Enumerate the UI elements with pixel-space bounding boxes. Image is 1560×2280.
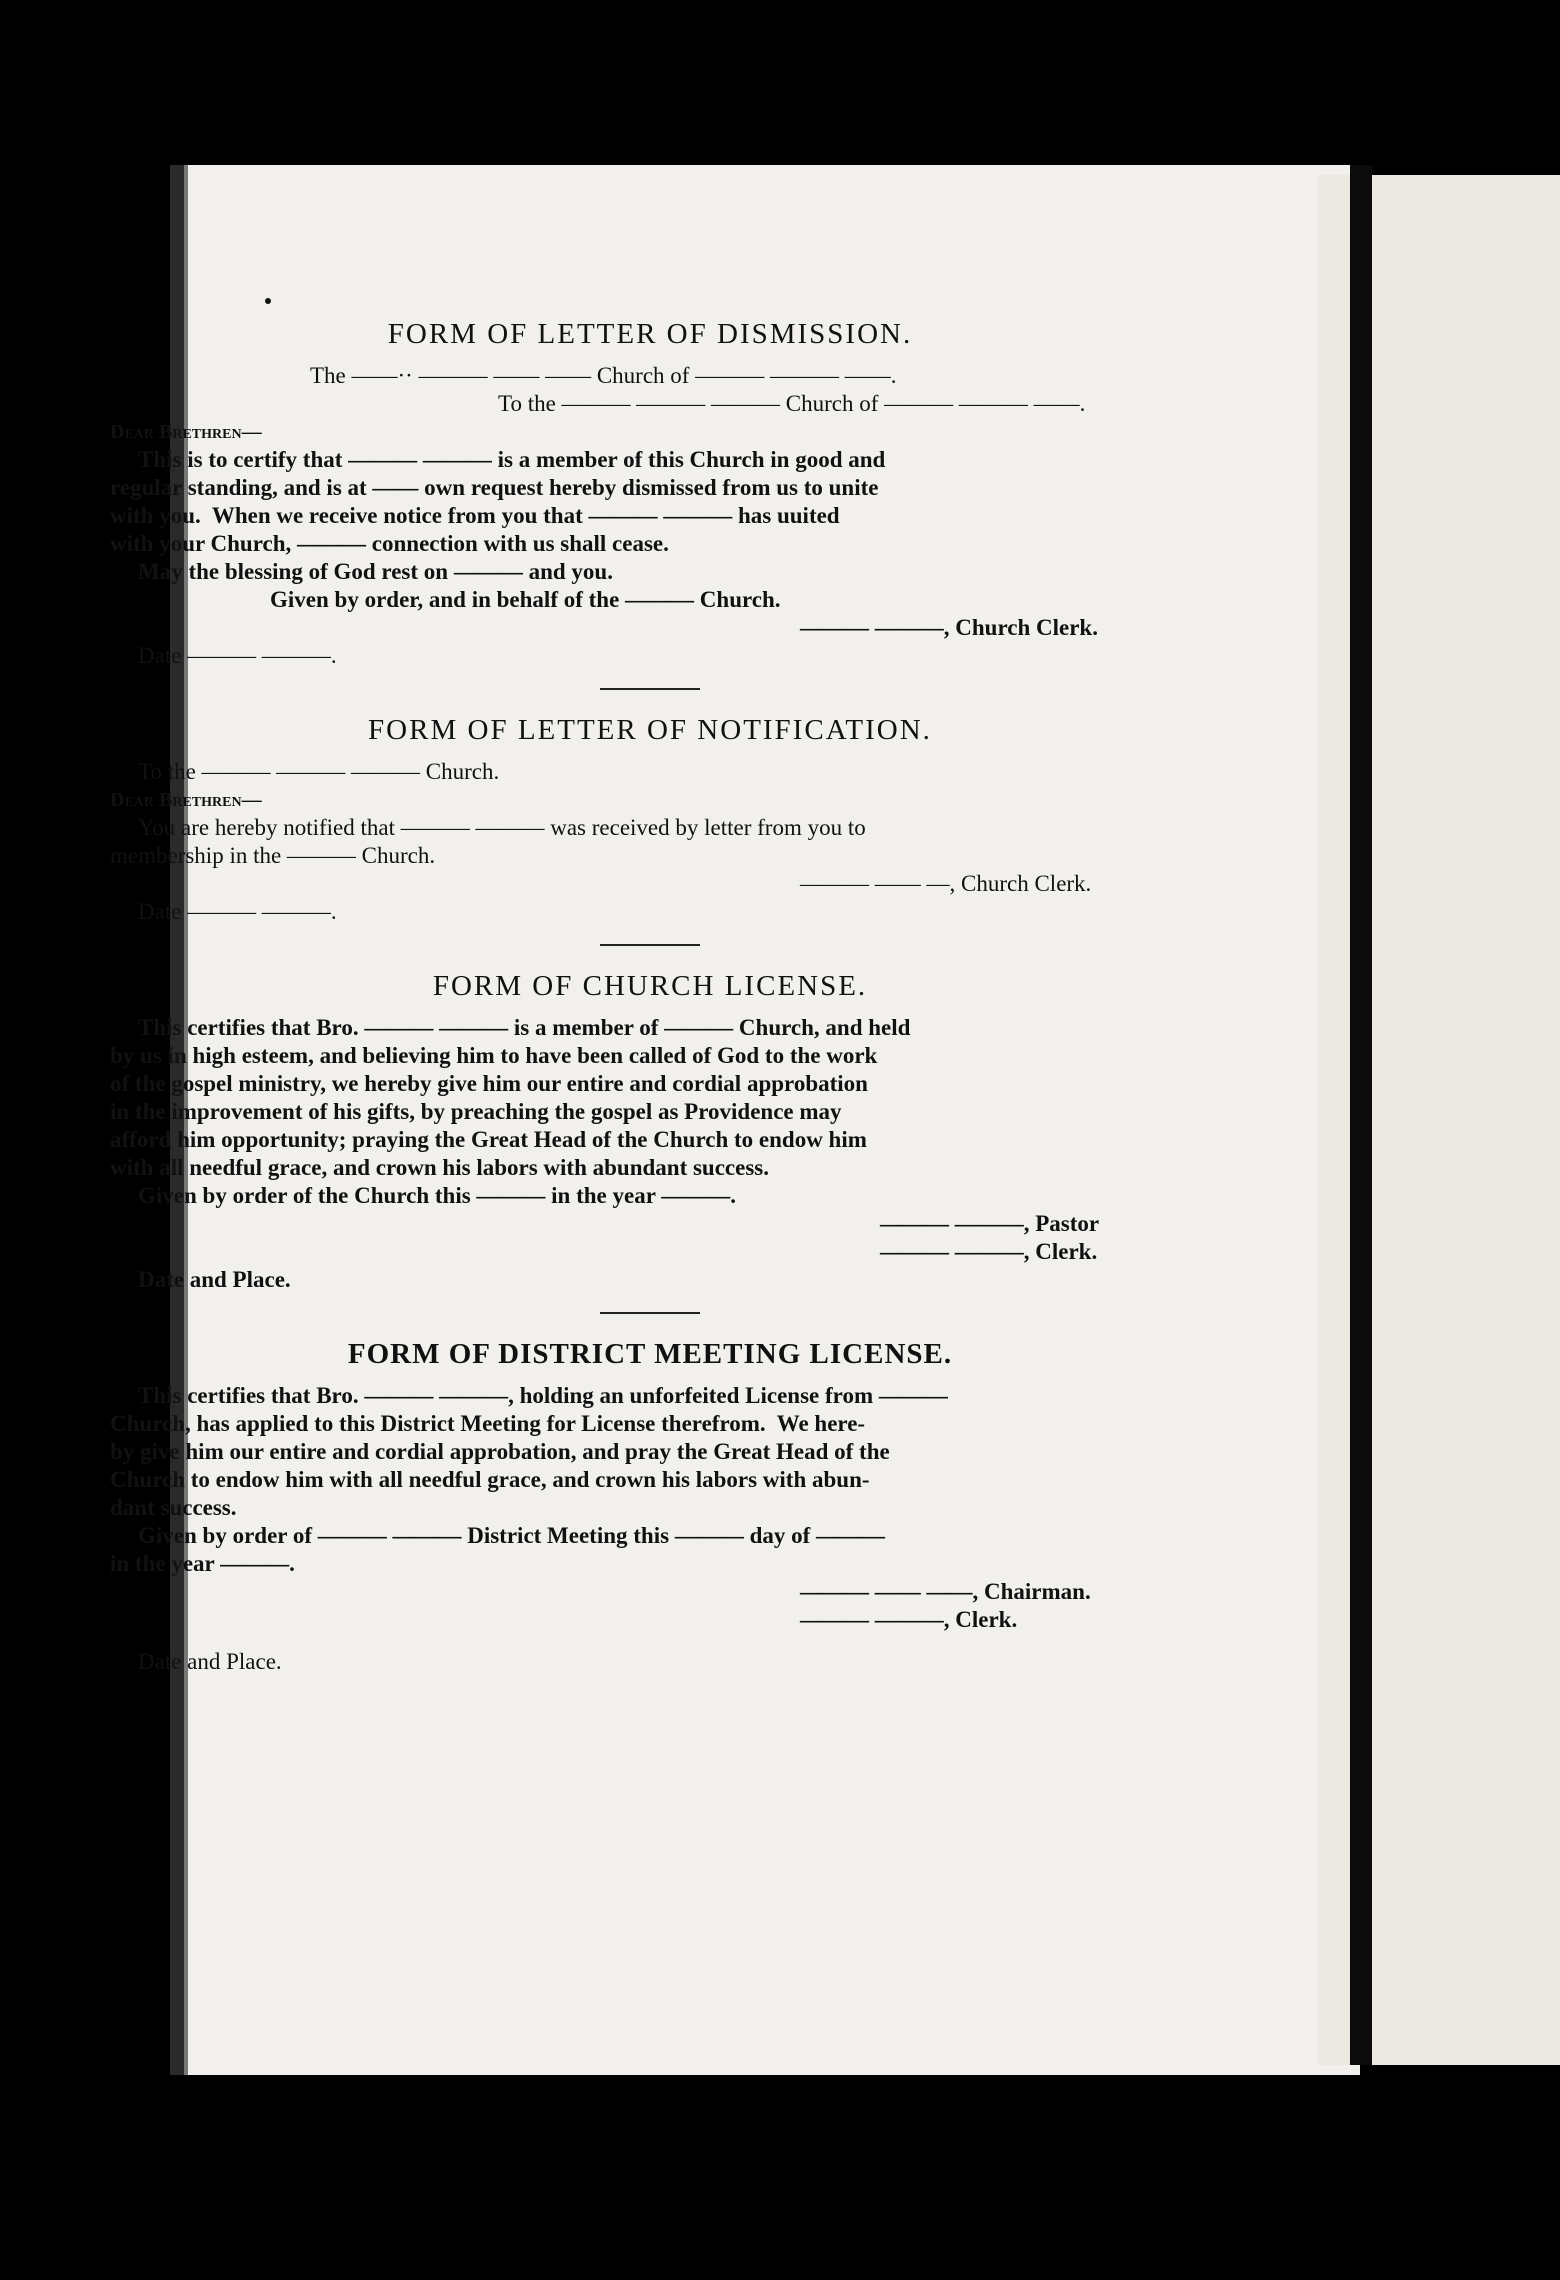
dismission-title: FORM OF LETTER OF DISMISSION.: [387, 318, 913, 350]
district-license-p5: dant success.: [110, 1495, 237, 1520]
notification-p2: membership in the ——— Church.: [110, 843, 436, 868]
notification-to: To the ——— ——— ——— Church.: [138, 759, 500, 784]
dismission-p5: May the blessing of God rest on ——— and you.: [138, 559, 613, 584]
church-license-p7: Given by order of the Church this ——— in the year ———.: [138, 1183, 737, 1208]
church-license-clerk: ——— ———, Clerk.: [880, 1239, 1098, 1264]
district-license-p4: Church to endow him with all needful grace, and crown his labors with abun-: [110, 1467, 870, 1492]
church-license-p2: by us in high esteem, and believing him to have been called of God to the work: [110, 1043, 878, 1068]
dismission-p4: with your Church, ——— connection with us shall cease.: [110, 531, 669, 556]
notification-p1: You are hereby notified that ——— ——— was received by letter from you to: [138, 815, 866, 840]
church-license-section: [110, 972, 1190, 1294]
church-license-p3: of the gospel ministry, we hereby give him our entire and cordial approbation: [110, 1071, 868, 1096]
dismission-section: [110, 320, 1190, 670]
dismission-signature: ——— ———, Church Clerk.: [800, 615, 1098, 640]
dismission-date: Date ——— ———.: [138, 643, 337, 668]
district-license-p1: This certifies that Bro. ——— ———, holding an unforfeited License from ———: [138, 1383, 948, 1408]
church-license-date: Date and Place.: [138, 1267, 291, 1292]
notification-signature: ——— —— —, Church Clerk.: [800, 871, 1092, 896]
notification-section: [110, 716, 1190, 926]
church-license-p5: afford him opportunity; praying the Great Head of the Church to endow him: [110, 1127, 867, 1152]
notification-date: Date ——— ———.: [138, 899, 337, 924]
district-license-chairman: ——— —— ——, Chairman.: [800, 1579, 1091, 1604]
dismission-p6: Given by order, and in behalf of the ——— Church.: [270, 587, 781, 612]
church-license-title: FORM OF CHURCH LICENSE.: [432, 970, 868, 1002]
district-license-p3: by give him our entire and cordial approbation, and pray the Great Head of the: [110, 1439, 890, 1464]
section-divider: [600, 688, 700, 690]
dismission-line2: To the ——— ——— ——— Church of ——— ——— ——.: [498, 391, 1086, 416]
dismission-line1: The ——·· ——— —— —— Church of ——— ——— ——.: [310, 363, 897, 388]
district-license-p2: Church, has applied to this District Meeting for License therefrom. We here-: [110, 1411, 866, 1436]
section-divider: [600, 1312, 700, 1314]
dismission-p1: This is to certify that ——— ——— is a member of this Church in good and: [138, 447, 886, 472]
section-divider: [600, 944, 700, 946]
church-license-p6: with all needful grace, and crown his labors with abundant success.: [110, 1155, 769, 1180]
dismission-p2: regular standing, and is at —— own request hereby dismissed from us to unite: [110, 475, 879, 500]
district-license-date: Date and Place.: [138, 1649, 282, 1674]
notification-title: FORM OF LETTER OF NOTIFICATION.: [368, 714, 932, 746]
book-gutter: [1350, 165, 1372, 2065]
dismission-p3: with you. When we receive notice from you that ——— ——— has uuited: [110, 503, 840, 528]
district-license-p7: in the year ———.: [110, 1551, 295, 1576]
district-license-p6: Given by order of ——— ——— District Meeting this ——— day of ———: [138, 1523, 886, 1548]
church-license-p4: in the improvement of his gifts, by preaching the gospel as Providence may: [110, 1099, 842, 1124]
church-license-p1: This certifies that Bro. ——— ——— is a member of ——— Church, and held: [138, 1015, 911, 1040]
district-license-title: FORM OF DISTRICT MEETING LICENSE.: [347, 1338, 953, 1370]
document-body: [110, 320, 1190, 1684]
church-license-pastor: ——— ———, Pastor: [880, 1211, 1100, 1236]
dismission-salutation: Dear Brethren—: [110, 421, 262, 443]
speck: [265, 298, 271, 304]
notification-salutation: Dear Brethren—: [110, 789, 262, 811]
district-license-section: [110, 1340, 1190, 1676]
district-license-clerk: ——— ———, Clerk.: [800, 1607, 1018, 1632]
